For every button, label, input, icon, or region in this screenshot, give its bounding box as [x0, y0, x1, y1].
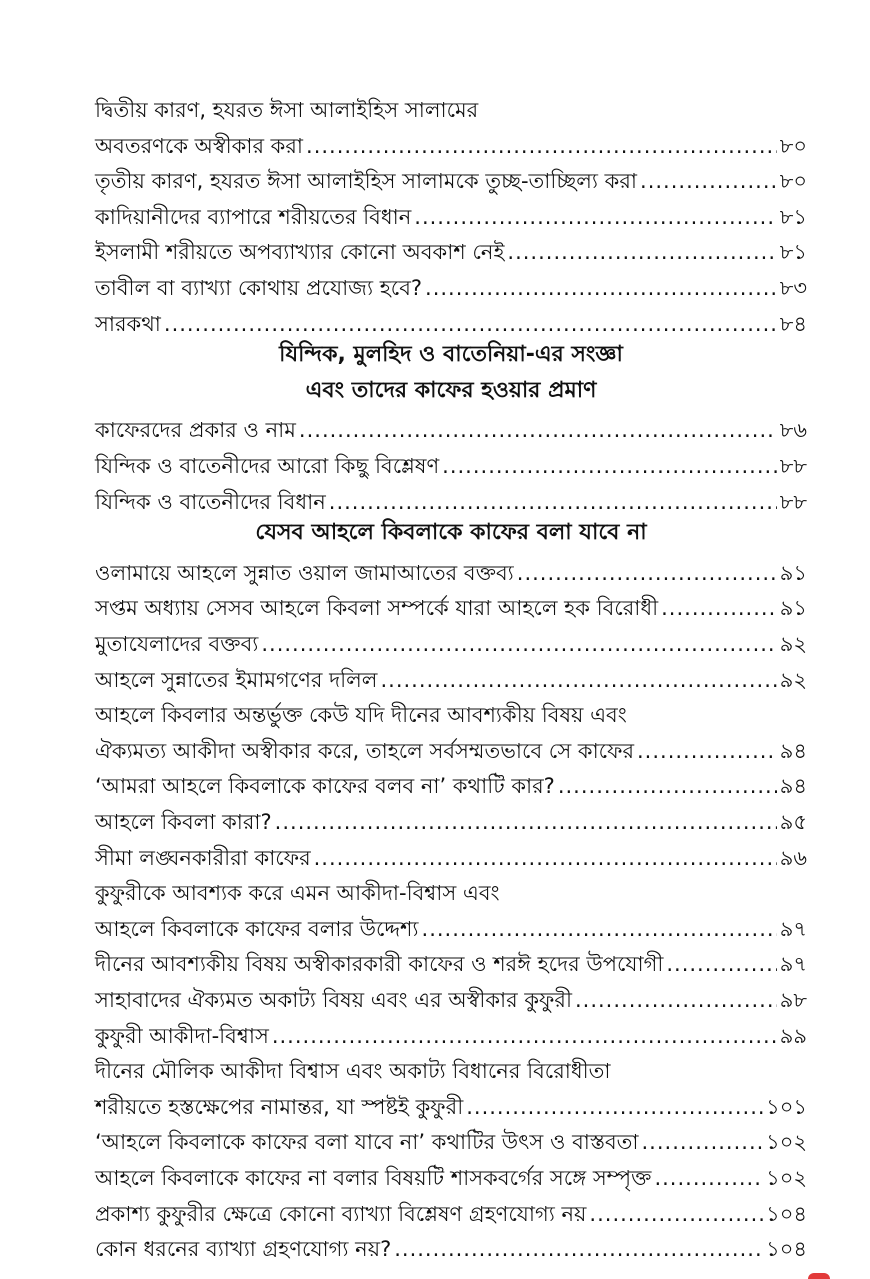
- toc-entry-title: আহলে কিবলা কারা?: [95, 810, 272, 834]
- toc-page-number: ৯৭: [779, 952, 807, 976]
- toc-entry[interactable]: [95, 444, 807, 480]
- toc-entry-title: সপ্তম অধ্যায় সেসব আহলে কিবলা সম্পর্কে যারা আহলে হক বিরোধী: [95, 596, 659, 620]
- toc-entry-title: কাদিয়ানীদের ব্যাপারে শরীয়তের বিধান: [95, 205, 412, 229]
- toc-page-number: ৮১: [779, 240, 807, 264]
- toc-page-number: ৯২: [779, 632, 807, 656]
- toc-entry[interactable]: [95, 622, 807, 658]
- dot-leader: [394, 1235, 763, 1263]
- toc-page-number: ৯৯: [779, 1024, 807, 1048]
- toc-entry[interactable]: [95, 1085, 807, 1121]
- toc-entry-title: তৃতীয় কারণ, হযরত ঈসা আলাইহিস সালামকে তুচ্ছ-তাচ্ছিল্য করা: [95, 169, 638, 193]
- toc-entry[interactable]: [95, 1192, 807, 1228]
- toc-page-number: ১০২: [766, 1130, 807, 1154]
- toc-page-number: ৮৩: [779, 276, 807, 300]
- toc-entry[interactable]: [95, 907, 807, 943]
- toc-entry-title: আহলে কিবলাকে কাফের না বলার বিষয়টি শাসকবর্গের সঙ্গে সম্পৃক্ত: [95, 1166, 652, 1190]
- toc-page-number: ৮০: [779, 134, 807, 158]
- toc-entry-title: কাফেরদের প্রকার ও নাম: [95, 418, 296, 442]
- toc-page-number: ৯১: [779, 596, 807, 620]
- toc-page-number: ১০৪: [766, 1237, 807, 1261]
- dot-leader: [661, 594, 777, 622]
- toc-entry[interactable]: [95, 942, 807, 978]
- dot-leader: [261, 630, 776, 658]
- toc-entry[interactable]: [95, 159, 807, 195]
- dot-leader: [329, 488, 777, 516]
- toc-entry[interactable]: [95, 586, 807, 622]
- toc-entry-title: সাহাবাদের ঐক্যমত অকাট্য বিষয় এবং এর অস্বীকার কুফুরী: [95, 988, 572, 1012]
- dot-leader: [164, 310, 777, 338]
- toc-entry-title: কুফুরীকে আবশ্যক করে এমন আকীদা-বিশ্বাস এবং: [95, 881, 500, 905]
- dot-leader: [558, 772, 777, 800]
- toc-entry-title: ‘আহলে কিবলাকে কাফের বলা যাবে না’ কথাটির উৎস ও বাস্তবতা: [95, 1130, 639, 1154]
- toc-page-number: ১০২: [766, 1166, 807, 1190]
- toc-entry-title: কোন ধরনের ব্যাখ্যা গ্রহণযোগ্য নয়?: [95, 1237, 392, 1261]
- toc-entry[interactable]: [95, 729, 807, 765]
- dot-leader: [299, 416, 777, 444]
- toc-entry-title: অবতরণকে অস্বীকার করা: [95, 134, 304, 158]
- toc-entry-title: সারকথা: [95, 312, 161, 336]
- dot-leader: [589, 1200, 763, 1228]
- dot-leader: [642, 1128, 764, 1156]
- toc-page-number: ৯১: [779, 561, 807, 585]
- toc-entry-title: আহলে কিবলার অন্তর্ভুক্ত কেউ যদি দীনের আবশ্যকীয় বিষয় এবং: [95, 703, 627, 727]
- toc-entry[interactable]: [95, 764, 807, 800]
- dot-leader: [275, 808, 777, 836]
- toc-entry[interactable]: [95, 978, 807, 1014]
- toc-page-number: ৯২: [779, 668, 807, 692]
- dot-leader: [314, 844, 777, 872]
- toc-entry[interactable]: [95, 1014, 807, 1050]
- toc-entry-title: যিন্দিক ও বাতেনীদের বিধান: [95, 490, 326, 514]
- toc-entry-title: আহলে কিবলাকে কাফের বলার উদ্দেশ্য: [95, 917, 419, 941]
- toc-entry-title: সীমা লঙ্ঘনকারীরা কাফের: [95, 846, 311, 870]
- toc-entry-title: ঐক্যমত্য আকীদা অস্বীকার করে, তাহলে সর্বসম্মতভাবে সে কাফের: [95, 739, 634, 763]
- toc-entry[interactable]: [95, 1120, 807, 1156]
- toc-entry-title: দীনের মৌলিক আকীদা বিশ্বাস এবং অকাট্য বিধানের বিরোধীতা: [95, 1059, 611, 1083]
- toc-entry-title: দীনের আবশ্যকীয় বিষয় অস্বীকারকারী কাফের ও শরঈ হদের উপযোগী: [95, 952, 664, 976]
- toc-page-number: ৮৪: [779, 312, 807, 336]
- toc-page-number: ৮৮: [779, 490, 807, 514]
- toc-page-number: ১০৪: [766, 1202, 807, 1226]
- dot-leader: [466, 1093, 763, 1121]
- dot-leader: [507, 238, 776, 266]
- toc-entry-title: দ্বিতীয় কারণ, হযরত ঈসা আলাইহিস সালামের: [95, 98, 479, 122]
- toc-page-number: ৮১: [779, 205, 807, 229]
- toc-entry-title: মুতাযেলাদের বক্তব্য: [95, 632, 259, 656]
- toc-entry-continued: [95, 693, 807, 729]
- toc-entry[interactable]: [95, 1227, 807, 1263]
- toc-entry-title: কুফুরী আকীদা-বিশ্বাস: [95, 1024, 269, 1048]
- toc-entry[interactable]: [95, 266, 807, 302]
- toc-entry-title: তাবীল বা ব্যাখ্যা কোথায় প্রযোজ্য হবে?: [95, 276, 423, 300]
- corner-mark: [808, 1273, 830, 1279]
- toc-entry[interactable]: [95, 836, 807, 872]
- section-heading: এবং তাদের কাফের হওয়ার প্রমাণ: [305, 378, 597, 403]
- dot-leader: [640, 167, 777, 195]
- dot-leader: [422, 915, 777, 943]
- toc-page-number: ৮৮: [779, 454, 807, 478]
- toc-page-number: ৯৬: [779, 846, 807, 870]
- toc-entry-title: যিন্দিক ও বাতেনীদের আরো কিছু বিশ্লেষণ: [95, 454, 440, 478]
- section-heading: যিন্দিক, মুলহিদ ও বাতেনিয়া-এর সংজ্ঞা: [279, 342, 623, 367]
- toc-entry-continued: [95, 88, 807, 124]
- toc-entry-continued: [95, 871, 807, 907]
- dot-leader: [654, 1164, 763, 1192]
- dot-leader: [637, 737, 777, 765]
- toc-page-number: ৯৪: [779, 739, 807, 763]
- toc-entry[interactable]: [95, 658, 807, 694]
- toc-entry[interactable]: [95, 408, 807, 444]
- dot-leader: [414, 203, 776, 231]
- toc-entry[interactable]: [95, 800, 807, 836]
- toc-page-number: ৮৬: [779, 418, 807, 442]
- toc-entry[interactable]: [95, 551, 807, 587]
- section-heading: যেসব আহলে কিবলাকে কাফের বলা যাবে না: [255, 520, 647, 545]
- dot-leader: [575, 986, 777, 1014]
- toc-page-number: ৯৫: [779, 810, 807, 834]
- toc-entry-title: ইসলামী শরীয়তে অপব্যাখ্যার কোনো অবকাশ নেই: [95, 240, 505, 264]
- dot-leader: [517, 559, 777, 587]
- toc-page-number: ১০১: [766, 1095, 807, 1119]
- toc-entry[interactable]: [95, 195, 807, 231]
- toc-entry[interactable]: [95, 302, 807, 338]
- toc-entry[interactable]: [95, 480, 807, 516]
- dot-leader: [425, 274, 777, 302]
- dot-leader: [666, 950, 776, 978]
- toc-page-number: ৯৪: [779, 774, 807, 798]
- toc-entry-title: ‘আমরা আহলে কিবলাকে কাফের বলব না’ কথাটি কার?: [95, 774, 555, 798]
- dot-leader: [442, 452, 777, 480]
- toc-page-number: ৮০: [779, 169, 807, 193]
- toc-page-number: ৯৮: [779, 988, 807, 1012]
- toc-entry-title: প্রকাশ্য কুফুরীর ক্ষেত্রে কোনো ব্যাখ্যা বিশ্লেষণ গ্রহণযোগ্য নয়: [95, 1202, 587, 1226]
- toc-entry[interactable]: [95, 1156, 807, 1192]
- dot-leader: [380, 666, 776, 694]
- toc-entry-title: আহলে সুন্নাতের ইমামগণের দলিল: [95, 668, 378, 692]
- toc-entry[interactable]: [95, 230, 807, 266]
- dot-leader: [272, 1022, 777, 1050]
- toc-entry-title: শরীয়তে হস্তক্ষেপের নামান্তর, যা স্পষ্টই কুফুরী: [95, 1095, 464, 1119]
- toc-entry-continued: [95, 1049, 807, 1085]
- toc-entry-title: ওলামায়ে আহলে সুন্নাত ওয়াল জামাআতের বক্তব্য: [95, 561, 514, 585]
- toc-entry[interactable]: [95, 124, 807, 160]
- toc-page-number: ৯৭: [779, 917, 807, 941]
- dot-leader: [306, 132, 777, 160]
